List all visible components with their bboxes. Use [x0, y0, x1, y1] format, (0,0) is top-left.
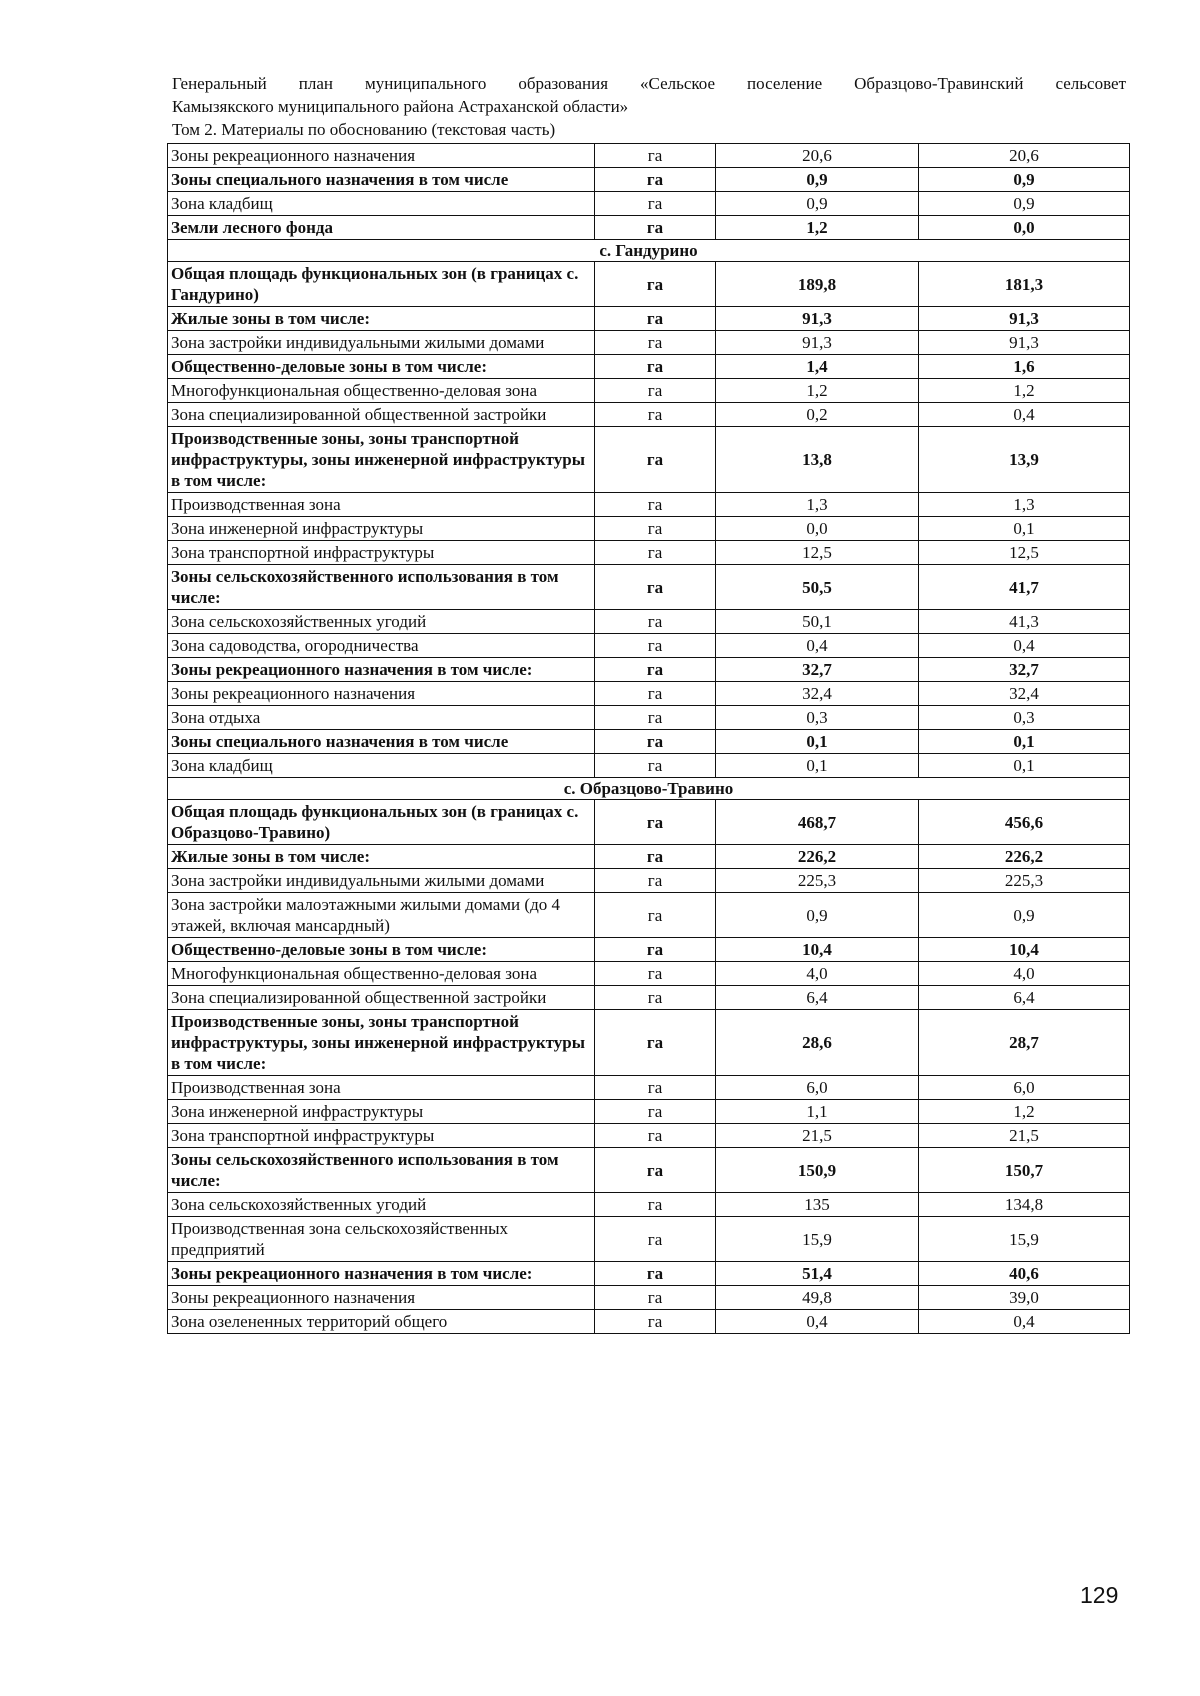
value-planned-cell: 0,1 [919, 754, 1130, 778]
value-existing-cell: 28,6 [716, 1010, 919, 1076]
unit-cell: га [595, 379, 716, 403]
zone-name-cell: Зоны специального назначения в том числе [168, 730, 595, 754]
unit-cell: га [595, 541, 716, 565]
value-existing-cell: 225,3 [716, 869, 919, 893]
zone-name-cell: Зоны сельскохозяйственного использования в том числе: [168, 1148, 595, 1193]
value-planned-cell: 32,4 [919, 682, 1130, 706]
zone-name-cell: Производственные зоны, зоны транспортной инфраструктуры, зоны инженерной инфраструктуры в том числе: [168, 427, 595, 493]
table-row-total [168, 658, 1130, 682]
value-planned-cell: 0,4 [919, 1310, 1130, 1334]
table-row-total [168, 307, 1130, 331]
unit-cell: га [595, 754, 716, 778]
zone-name-cell: Зона сельскохозяйственных угодий [168, 610, 595, 634]
unit-cell: га [595, 307, 716, 331]
zone-name-cell: Зона кладбищ [168, 192, 595, 216]
value-existing-cell: 1,2 [716, 216, 919, 240]
zone-name-cell: Общественно-деловые зоны в том числе: [168, 355, 595, 379]
zones-table-wrapper [167, 143, 1129, 1334]
unit-cell: га [595, 706, 716, 730]
zone-name-cell: Зоны рекреационного назначения [168, 1286, 595, 1310]
zone-name-cell: Многофункциональная общественно-деловая зона [168, 379, 595, 403]
zone-name-cell: Зона садоводства, огородничества [168, 634, 595, 658]
table-row-total [168, 938, 1130, 962]
table-row [168, 379, 1130, 403]
section-header-row [168, 778, 1130, 800]
zone-name-cell: Производственные зоны, зоны транспортной инфраструктуры, зоны инженерной инфраструктуры в том числе: [168, 1010, 595, 1076]
value-existing-cell: 6,0 [716, 1076, 919, 1100]
value-existing-cell: 49,8 [716, 1286, 919, 1310]
value-planned-cell: 225,3 [919, 869, 1130, 893]
table-row-total [168, 800, 1130, 845]
table-row [168, 1286, 1130, 1310]
value-planned-cell: 6,0 [919, 1076, 1130, 1100]
value-existing-cell: 226,2 [716, 845, 919, 869]
unit-cell: га [595, 1124, 716, 1148]
table-row [168, 1124, 1130, 1148]
value-existing-cell: 21,5 [716, 1124, 919, 1148]
zone-name-cell: Зона специализированной общественной застройки [168, 986, 595, 1010]
zone-name-cell: Зона специализированной общественной застройки [168, 403, 595, 427]
zone-name-cell: Зона сельскохозяйственных угодий [168, 1193, 595, 1217]
value-existing-cell: 51,4 [716, 1262, 919, 1286]
value-existing-cell: 15,9 [716, 1217, 919, 1262]
table-row-total [168, 427, 1130, 493]
table-row [168, 1310, 1130, 1334]
unit-cell: га [595, 658, 716, 682]
zone-name-cell: Производственная зона [168, 493, 595, 517]
unit-cell: га [595, 1193, 716, 1217]
table-row [168, 1217, 1130, 1262]
value-existing-cell: 0,9 [716, 168, 919, 192]
section-title: с. Гандурино [168, 240, 1130, 262]
table-row [168, 144, 1130, 168]
zone-name-cell: Производственная зона сельскохозяйственных предприятий [168, 1217, 595, 1262]
zone-name-cell: Производственная зона [168, 1076, 595, 1100]
zone-name-cell: Зона кладбищ [168, 754, 595, 778]
zone-name-cell: Общественно-деловые зоны в том числе: [168, 938, 595, 962]
table-row [168, 754, 1130, 778]
value-existing-cell: 1,3 [716, 493, 919, 517]
unit-cell: га [595, 427, 716, 493]
value-planned-cell: 21,5 [919, 1124, 1130, 1148]
value-planned-cell: 226,2 [919, 845, 1130, 869]
value-existing-cell: 0,9 [716, 192, 919, 216]
value-existing-cell: 32,7 [716, 658, 919, 682]
unit-cell: га [595, 1010, 716, 1076]
value-existing-cell: 189,8 [716, 262, 919, 307]
zone-name-cell: Многофункциональная общественно-деловая зона [168, 962, 595, 986]
value-existing-cell: 135 [716, 1193, 919, 1217]
value-planned-cell: 0,9 [919, 893, 1130, 938]
zones-table-body [168, 144, 1130, 1334]
header-line-1: Генеральный план муниципального образования «Сельское поселение Образцово-Травинский сельсовет [172, 74, 1126, 93]
value-planned-cell: 1,3 [919, 493, 1130, 517]
value-existing-cell: 12,5 [716, 541, 919, 565]
value-planned-cell: 0,0 [919, 216, 1130, 240]
document-header [172, 72, 1126, 141]
zone-name-cell: Зоны специального назначения в том числе [168, 168, 595, 192]
unit-cell: га [595, 938, 716, 962]
unit-cell: га [595, 517, 716, 541]
zone-name-cell: Зона застройки малоэтажными жилыми домами (до 4 этажей, включая мансардный) [168, 893, 595, 938]
value-planned-cell: 181,3 [919, 262, 1130, 307]
value-existing-cell: 0,0 [716, 517, 919, 541]
value-planned-cell: 0,1 [919, 517, 1130, 541]
value-existing-cell: 32,4 [716, 682, 919, 706]
zone-name-cell: Зоны рекреационного назначения [168, 144, 595, 168]
table-row [168, 1076, 1130, 1100]
unit-cell: га [595, 403, 716, 427]
zone-name-cell: Зона застройки индивидуальными жилыми домами [168, 331, 595, 355]
value-planned-cell: 91,3 [919, 331, 1130, 355]
value-planned-cell: 456,6 [919, 800, 1130, 845]
unit-cell: га [595, 1148, 716, 1193]
zone-name-cell: Зона отдыха [168, 706, 595, 730]
table-row-total [168, 845, 1130, 869]
table-row [168, 634, 1130, 658]
value-planned-cell: 32,7 [919, 658, 1130, 682]
value-planned-cell: 0,1 [919, 730, 1130, 754]
value-planned-cell: 0,4 [919, 403, 1130, 427]
unit-cell: га [595, 144, 716, 168]
value-existing-cell: 150,9 [716, 1148, 919, 1193]
page-number: 129 [1080, 1582, 1119, 1608]
value-existing-cell: 1,1 [716, 1100, 919, 1124]
zone-name-cell: Зона инженерной инфраструктуры [168, 1100, 595, 1124]
value-planned-cell: 10,4 [919, 938, 1130, 962]
value-planned-cell: 4,0 [919, 962, 1130, 986]
table-row-total [168, 216, 1130, 240]
value-planned-cell: 28,7 [919, 1010, 1130, 1076]
value-planned-cell: 41,7 [919, 565, 1130, 610]
table-row-total [168, 355, 1130, 379]
zone-name-cell: Зоны рекреационного назначения в том числе: [168, 658, 595, 682]
unit-cell: га [595, 331, 716, 355]
value-planned-cell: 12,5 [919, 541, 1130, 565]
value-planned-cell: 1,2 [919, 379, 1130, 403]
table-row-total [168, 1262, 1130, 1286]
unit-cell: га [595, 168, 716, 192]
unit-cell: га [595, 1286, 716, 1310]
value-planned-cell: 0,3 [919, 706, 1130, 730]
table-row [168, 1193, 1130, 1217]
unit-cell: га [595, 845, 716, 869]
table-row [168, 493, 1130, 517]
table-row [168, 869, 1130, 893]
header-line-3: Том 2. Материалы по обоснованию (текстовая часть) [172, 120, 556, 139]
value-existing-cell: 10,4 [716, 938, 919, 962]
table-row [168, 893, 1130, 938]
zone-name-cell: Зоны рекреационного назначения [168, 682, 595, 706]
zone-name-cell: Зона инженерной инфраструктуры [168, 517, 595, 541]
zones-table [167, 143, 1130, 1334]
value-existing-cell: 0,2 [716, 403, 919, 427]
value-existing-cell: 1,4 [716, 355, 919, 379]
table-row [168, 682, 1130, 706]
value-existing-cell: 6,4 [716, 986, 919, 1010]
value-planned-cell: 41,3 [919, 610, 1130, 634]
unit-cell: га [595, 355, 716, 379]
value-planned-cell: 1,6 [919, 355, 1130, 379]
unit-cell: га [595, 869, 716, 893]
unit-cell: га [595, 634, 716, 658]
value-existing-cell: 4,0 [716, 962, 919, 986]
unit-cell: га [595, 962, 716, 986]
value-existing-cell: 13,8 [716, 427, 919, 493]
value-existing-cell: 91,3 [716, 307, 919, 331]
zone-name-cell: Общая площадь функциональных зон (в границах с. Образцово-Травино) [168, 800, 595, 845]
unit-cell: га [595, 565, 716, 610]
zone-name-cell: Жилые зоны в том числе: [168, 845, 595, 869]
unit-cell: га [595, 1076, 716, 1100]
unit-cell: га [595, 1310, 716, 1334]
zone-name-cell: Земли лесного фонда [168, 216, 595, 240]
value-existing-cell: 1,2 [716, 379, 919, 403]
value-planned-cell: 15,9 [919, 1217, 1130, 1262]
value-existing-cell: 468,7 [716, 800, 919, 845]
table-row [168, 403, 1130, 427]
zone-name-cell: Зона озелененных территорий общего [168, 1310, 595, 1334]
value-existing-cell: 20,6 [716, 144, 919, 168]
value-planned-cell: 91,3 [919, 307, 1130, 331]
table-row [168, 962, 1130, 986]
value-planned-cell: 13,9 [919, 427, 1130, 493]
table-row [168, 517, 1130, 541]
zone-name-cell: Зона транспортной инфраструктуры [168, 1124, 595, 1148]
table-row [168, 986, 1130, 1010]
unit-cell: га [595, 262, 716, 307]
section-header-row [168, 240, 1130, 262]
section-title: с. Образцово-Травино [168, 778, 1130, 800]
value-planned-cell: 0,9 [919, 192, 1130, 216]
table-row-total [168, 262, 1130, 307]
table-row-total [168, 1010, 1130, 1076]
unit-cell: га [595, 610, 716, 634]
unit-cell: га [595, 893, 716, 938]
value-existing-cell: 0,1 [716, 754, 919, 778]
value-existing-cell: 0,1 [716, 730, 919, 754]
value-existing-cell: 0,4 [716, 1310, 919, 1334]
value-planned-cell: 39,0 [919, 1286, 1130, 1310]
unit-cell: га [595, 1262, 716, 1286]
zone-name-cell: Зона застройки индивидуальными жилыми домами [168, 869, 595, 893]
unit-cell: га [595, 730, 716, 754]
table-row [168, 541, 1130, 565]
unit-cell: га [595, 216, 716, 240]
unit-cell: га [595, 1100, 716, 1124]
zone-name-cell: Зоны сельскохозяйственного использования в том числе: [168, 565, 595, 610]
value-planned-cell: 134,8 [919, 1193, 1130, 1217]
zone-name-cell: Жилые зоны в том числе: [168, 307, 595, 331]
value-existing-cell: 50,5 [716, 565, 919, 610]
value-planned-cell: 150,7 [919, 1148, 1130, 1193]
value-existing-cell: 91,3 [716, 331, 919, 355]
zone-name-cell: Зона транспортной инфраструктуры [168, 541, 595, 565]
table-row [168, 192, 1130, 216]
table-row-total [168, 168, 1130, 192]
value-planned-cell: 0,9 [919, 168, 1130, 192]
zone-name-cell: Зоны рекреационного назначения в том числе: [168, 1262, 595, 1286]
unit-cell: га [595, 800, 716, 845]
table-row [168, 1100, 1130, 1124]
value-planned-cell: 6,4 [919, 986, 1130, 1010]
value-existing-cell: 50,1 [716, 610, 919, 634]
table-row-total [168, 1148, 1130, 1193]
zone-name-cell: Общая площадь функциональных зон (в границах с. Гандурино) [168, 262, 595, 307]
header-line-2: Камызякского муниципального района Астраханской области» [172, 97, 629, 116]
value-existing-cell: 0,9 [716, 893, 919, 938]
table-row [168, 610, 1130, 634]
value-existing-cell: 0,4 [716, 634, 919, 658]
unit-cell: га [595, 1217, 716, 1262]
unit-cell: га [595, 192, 716, 216]
value-planned-cell: 0,4 [919, 634, 1130, 658]
unit-cell: га [595, 986, 716, 1010]
unit-cell: га [595, 493, 716, 517]
value-planned-cell: 40,6 [919, 1262, 1130, 1286]
value-planned-cell: 1,2 [919, 1100, 1130, 1124]
value-planned-cell: 20,6 [919, 144, 1130, 168]
table-row [168, 331, 1130, 355]
table-row-total [168, 730, 1130, 754]
table-row [168, 706, 1130, 730]
unit-cell: га [595, 682, 716, 706]
value-existing-cell: 0,3 [716, 706, 919, 730]
table-row-total [168, 565, 1130, 610]
